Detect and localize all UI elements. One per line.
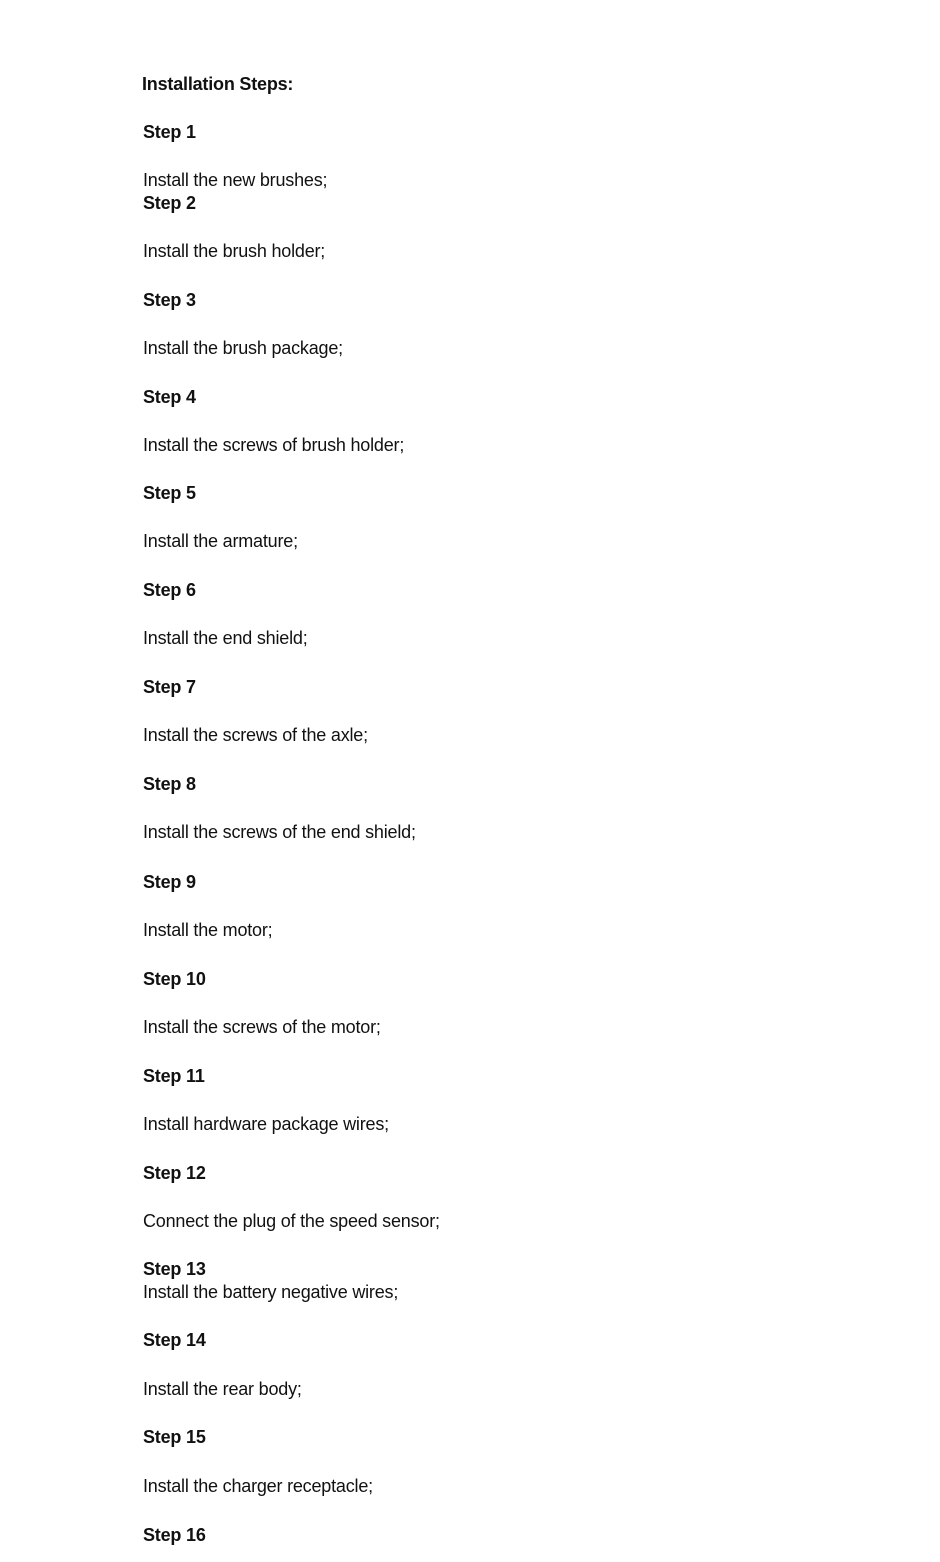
step-2-text: Install the brush holder; [143,241,326,261]
step-6-text: Install the end shield; [143,628,308,648]
step-5-text: Install the armature; [143,531,298,551]
step-7-label: Step 7 [143,677,196,697]
step-6-label: Step 6 [143,580,196,600]
step-9-label: Step 9 [143,872,196,892]
step-1-label: Step 1 [143,122,196,142]
step-13-text: Install the battery negative wires; [143,1282,399,1302]
step-7-text: Install the screws of the axle; [143,725,368,745]
step-10-label: Step 10 [143,969,206,989]
step-14-text: Install the rear body; [143,1379,302,1399]
step-14-label: Step 14 [143,1330,206,1350]
step-11-text: Install hardware package wires; [143,1114,389,1134]
step-2-label: Step 2 [143,193,196,213]
step-5-label: Step 5 [143,483,196,503]
step-10-text: Install the screws of the motor; [143,1017,381,1037]
step-8-label: Step 8 [143,774,196,794]
step-4-text: Install the screws of brush holder; [143,435,405,455]
step-12-label: Step 12 [143,1163,206,1183]
step-15-text: Install the charger receptacle; [143,1476,373,1496]
step-1-text: Install the new brushes; [143,170,328,190]
step-13-label: Step 13 [143,1259,206,1279]
step-15-label: Step 15 [143,1427,206,1447]
step-11-label: Step 11 [143,1066,205,1086]
step-9-text: Install the motor; [143,920,273,940]
step-4-label: Step 4 [143,387,196,407]
step-12-text: Connect the plug of the speed sensor; [143,1211,440,1231]
step-8-text: Install the screws of the end shield; [143,822,416,842]
step-16-label: Step 16 [143,1525,206,1545]
step-3-label: Step 3 [143,290,196,310]
document-title: Installation Steps: [142,74,294,94]
step-3-text: Install the brush package; [143,338,343,358]
